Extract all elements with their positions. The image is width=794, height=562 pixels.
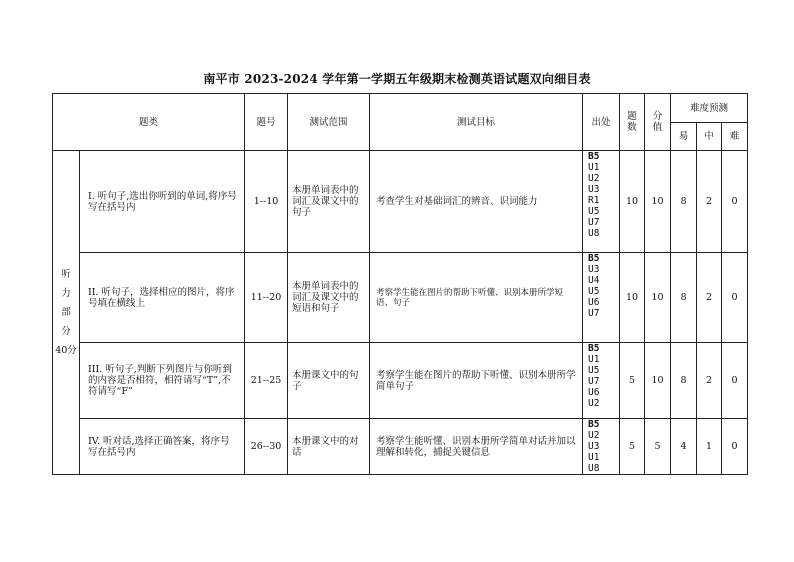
source-list: B5 U3 U4 U5 U6 U7 — [583, 253, 620, 343]
header-scope: 测试范围 — [288, 94, 370, 151]
question-count: 10 — [620, 253, 645, 343]
header-easy: 易 — [671, 123, 697, 151]
header-goal: 测试目标 — [370, 94, 583, 151]
question-number: 26--30 — [245, 419, 288, 475]
header-count: 题数 — [620, 94, 645, 151]
score-value: 10 — [645, 253, 671, 343]
test-scope: 本册课文中的对话 — [288, 419, 370, 475]
source-list: B5 U1 U2 U3 R1 U5 U7 U8 — [583, 151, 620, 253]
difficulty-medium: 2 — [697, 253, 722, 343]
difficulty-hard: 0 — [722, 343, 748, 419]
difficulty-medium: 1 — [697, 419, 722, 475]
question-number: 11--20 — [245, 253, 288, 343]
question-type: II. 听句子，选择相应的图片，将序号填在横线上 — [80, 253, 245, 343]
header-hard: 难 — [722, 123, 748, 151]
test-scope: 本册课文中的句子 — [288, 343, 370, 419]
score-value: 5 — [645, 419, 671, 475]
header-score: 分值 — [645, 94, 671, 151]
score-value: 10 — [645, 343, 671, 419]
difficulty-hard: 0 — [722, 253, 748, 343]
test-goal: 考察学生能在图片的帮助下听懂、识别本册所学短语、句子 — [370, 253, 583, 343]
question-number: 21--25 — [245, 343, 288, 419]
difficulty-easy: 8 — [671, 151, 697, 253]
source-list: B5 U2 U3 U1 U8 — [583, 419, 620, 475]
source-list: B5 U1 U5 U7 U6 U2 — [583, 343, 620, 419]
table-row — [53, 253, 748, 343]
header-source: 出处 — [583, 94, 620, 151]
spec-table — [52, 93, 748, 475]
difficulty-easy: 4 — [671, 419, 697, 475]
section-label: 听 力 部 分 40分 — [53, 151, 80, 475]
difficulty-medium: 2 — [697, 343, 722, 419]
test-scope: 本册单词表中的词汇及课文中的短语和句子 — [288, 253, 370, 343]
header-category: 题类 — [53, 94, 245, 151]
difficulty-hard: 0 — [722, 419, 748, 475]
test-scope: 本册单词表中的词汇及课文中的句子 — [288, 151, 370, 253]
difficulty-medium: 2 — [697, 151, 722, 253]
question-type: I. 听句子,选出你听到的单词,将序号写在括号内 — [80, 151, 245, 253]
test-goal: 考察学生能在图片的帮助下听懂、识别本册所学简单句子 — [370, 343, 583, 419]
score-value: 10 — [645, 151, 671, 253]
question-type: IV. 听对话,选择正确答案，将序号写在括号内 — [80, 419, 245, 475]
table-row — [53, 151, 748, 253]
header-difficulty: 难度预测 — [671, 94, 748, 123]
difficulty-easy: 8 — [671, 343, 697, 419]
table-row — [53, 343, 748, 419]
header-medium: 中 — [697, 123, 722, 151]
table-row — [53, 419, 748, 475]
test-goal: 考察学生能听懂、识别本册所学简单对话并加以理解和转化，捕捉关键信息 — [370, 419, 583, 475]
difficulty-easy: 8 — [671, 253, 697, 343]
question-count: 5 — [620, 343, 645, 419]
question-count: 10 — [620, 151, 645, 253]
question-count: 5 — [620, 419, 645, 475]
header-number: 题号 — [245, 94, 288, 151]
page-title: 南平市 2023-2024 学年第一学期五年级期末检测英语试题双向细目表 — [203, 72, 591, 86]
test-goal: 考查学生对基础词汇的辨音、识词能力 — [370, 151, 583, 253]
difficulty-hard: 0 — [722, 151, 748, 253]
question-number: 1--10 — [245, 151, 288, 253]
question-type: III. 听句子,判断下列图片与你听到的内容是否相符，相符请写“T”,不符请写“F” — [80, 343, 245, 419]
